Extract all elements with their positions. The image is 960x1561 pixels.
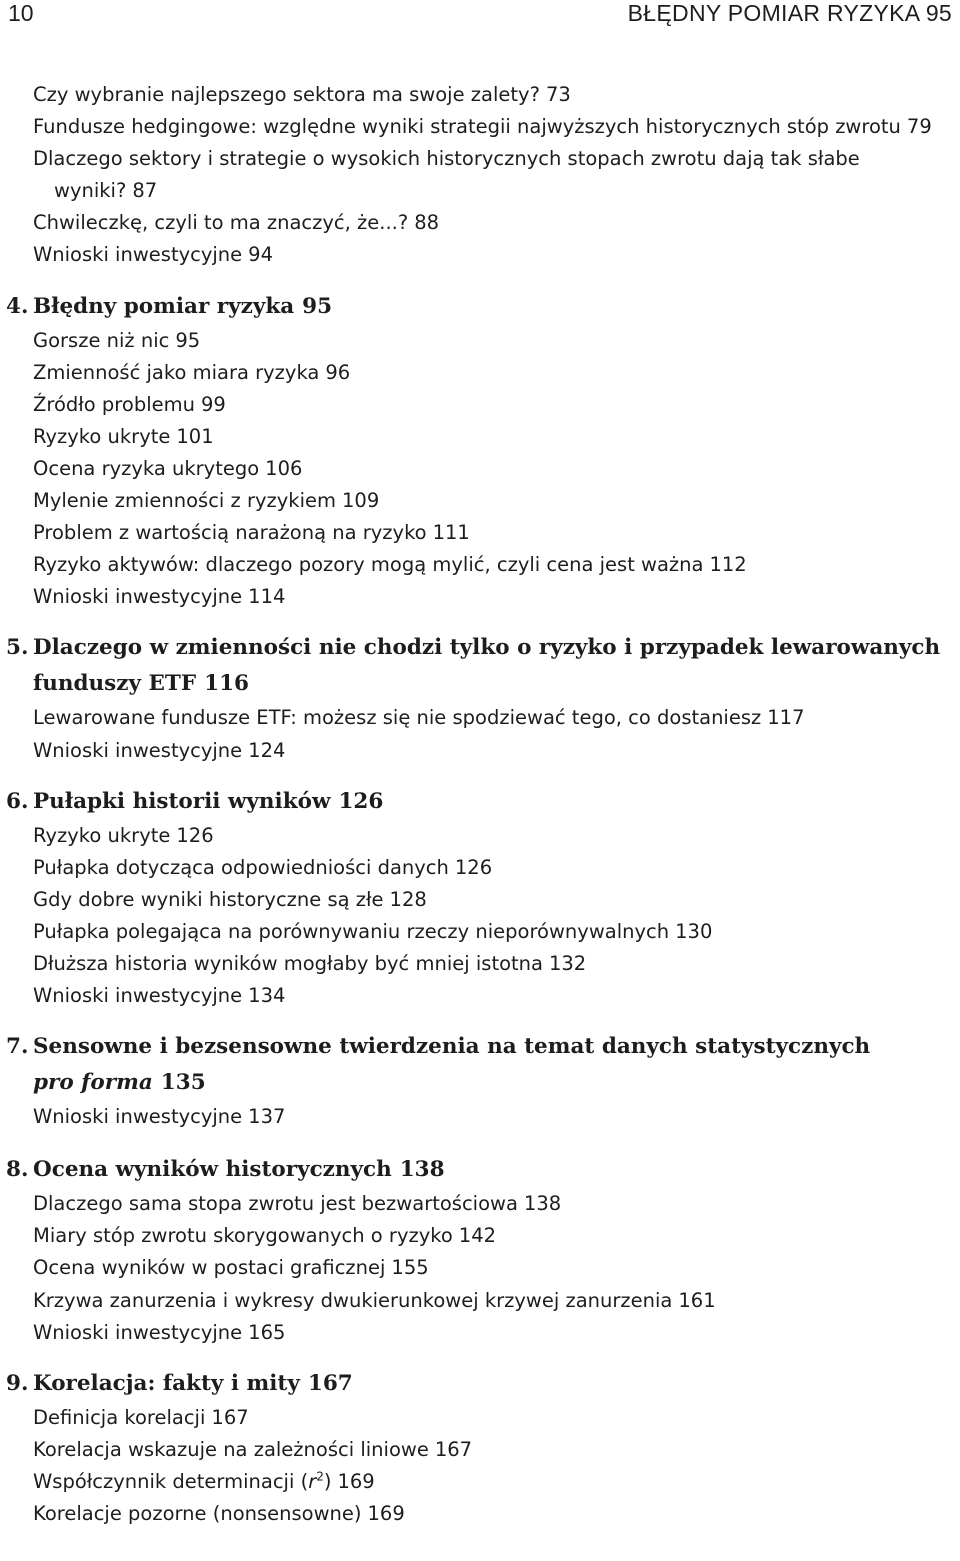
chapter-heading[interactable] — [6, 289, 953, 325]
chapter-heading-continuation[interactable] — [33, 666, 953, 702]
chapter-page: 138 — [399, 1157, 445, 1183]
chapter-heading-continuation[interactable] — [33, 1065, 953, 1101]
toc-entry[interactable] — [33, 1402, 953, 1434]
chapter-title-cont: pro forma — [33, 1070, 153, 1096]
entry-page: 111 — [432, 521, 470, 545]
entry-page: 134 — [248, 984, 286, 1008]
toc-entry[interactable] — [33, 389, 953, 421]
entry-page: 114 — [248, 585, 286, 609]
toc-entry[interactable] — [33, 79, 953, 111]
running-head: BŁĘDNY POMIAR RYZYKA 95 — [627, 0, 952, 26]
entry-page: 101 — [176, 424, 214, 448]
chapter-number: 7. — [6, 1034, 29, 1060]
entry-title: Współczynnik determinacji ( — [33, 1469, 309, 1493]
toc-entry[interactable] — [33, 1220, 953, 1252]
entry-page: 94 — [248, 243, 273, 267]
entry-page: 155 — [391, 1256, 429, 1280]
entry-title: Pułapka dotycząca odpowiedniości danych — [33, 855, 449, 879]
entry-title: Czy wybranie najlepszego sektora ma swoje zalety? — [33, 83, 540, 106]
toc-entry[interactable] — [33, 1317, 953, 1349]
toc-entry[interactable] — [33, 820, 953, 852]
entry-title: Wnioski inwestycyjne — [33, 243, 243, 267]
chapter-page: 95 — [302, 293, 333, 319]
entry-page: 87 — [132, 179, 158, 203]
entry-title: Krzywa zanurzenia i wykresy dwukierunkowej krzywej zanurzenia — [33, 1288, 673, 1312]
entry-title: Dlaczego sektory i strategie o wysokich historycznych stopach zwrotu dają tak słabe — [33, 147, 860, 171]
entry-title: Gdy dobre wyniki historyczne są złe — [33, 887, 384, 911]
table-of-contents — [6, 79, 953, 1530]
entry-page: 124 — [248, 738, 286, 762]
entry-page: 142 — [458, 1224, 497, 1248]
entry-title: Korelacja wskazuje na zależności liniowe — [33, 1437, 429, 1461]
entry-title: Zmienność jako miara ryzyka — [33, 360, 320, 384]
entry-page: 109 — [342, 489, 380, 513]
entry-page: 106 — [265, 456, 303, 480]
entry-title: Lewarowane fundusze ETF: możesz się nie spodziewać tego, co dostaniesz — [33, 706, 762, 730]
entry-title: Ryzyko ukryte — [33, 823, 171, 847]
chapter-title: Pułapki historii wyników — [33, 788, 331, 814]
toc-entry[interactable] — [33, 357, 953, 389]
entry-title: Ryzyko aktywów: dlaczego pozory mogą mylić, czyli cena jest ważna — [33, 553, 704, 577]
chapter-heading[interactable] — [6, 1029, 953, 1065]
toc-entry[interactable] — [33, 453, 953, 485]
chapter-page: 167 — [307, 1370, 353, 1396]
entry-title: Dłuższa historia wyników mogłaby być mniej istotna — [33, 951, 543, 975]
toc-entry[interactable] — [33, 1285, 953, 1317]
entry-title: Wnioski inwestycyjne — [33, 738, 243, 762]
entry-title: Definicja korelacji — [33, 1405, 206, 1429]
chapter-heading[interactable] — [6, 1152, 953, 1188]
entry-title: Wnioski inwestycyjne — [33, 1105, 243, 1129]
entry-page: 167 — [211, 1405, 249, 1429]
toc-entry[interactable] — [33, 1466, 953, 1498]
toc-entry[interactable] — [33, 1188, 953, 1220]
entry-title: Ryzyko ukryte — [33, 424, 171, 448]
entry-title: Wnioski inwestycyjne — [33, 984, 243, 1008]
entry-page: 169 — [337, 1469, 375, 1493]
chapter-title: Dlaczego w zmienności nie chodzi tylko o ryzyko i przypadek lewarowanych — [33, 635, 941, 661]
chapter-page: 126 — [338, 788, 384, 814]
page-number: 10 — [8, 0, 34, 26]
toc-entry[interactable] — [33, 980, 953, 1012]
toc-entry[interactable] — [33, 1434, 953, 1466]
entry-title-end: ) — [323, 1469, 332, 1493]
entry-title: Gorsze niż nic — [33, 328, 170, 352]
toc-entry[interactable] — [33, 485, 953, 517]
entry-title: Pułapka polegająca na porównywaniu rzeczy nieporównywalnych — [33, 919, 670, 943]
entry-page: 99 — [200, 392, 226, 416]
entry-title: Problem z wartością narażoną na ryzyko — [33, 521, 427, 545]
entry-page: 112 — [709, 553, 747, 577]
entry-page: 161 — [678, 1288, 716, 1312]
entry-title: Źródło problemu — [33, 392, 195, 416]
chapter-number: 4. — [6, 293, 29, 319]
entry-page: 88 — [414, 211, 440, 235]
toc-entry[interactable] — [33, 948, 953, 980]
chapter-title: Błędny pomiar ryzyka — [33, 293, 295, 319]
entry-page: 79 — [906, 115, 932, 139]
entry-page: 138 — [523, 1192, 562, 1216]
entry-page: 132 — [548, 951, 587, 975]
entry-page: 137 — [248, 1105, 286, 1129]
entry-title: Wnioski inwestycyjne — [33, 585, 243, 609]
chapter-heading[interactable] — [6, 1366, 953, 1402]
toc-entry[interactable] — [33, 735, 953, 767]
toc-entry[interactable] — [33, 549, 953, 581]
entry-page: 126 — [176, 823, 214, 847]
chapter-page: 135 — [160, 1070, 206, 1096]
toc-entry[interactable] — [33, 207, 953, 239]
toc-entry[interactable] — [33, 517, 953, 549]
toc-entry[interactable] — [33, 852, 953, 884]
r-symbol: r — [308, 1469, 317, 1493]
chapter-number: 9. — [6, 1370, 29, 1396]
entry-page: 167 — [434, 1437, 473, 1461]
entry-page: 117 — [767, 706, 805, 730]
toc-entry[interactable] — [33, 702, 953, 734]
chapter-number: 6. — [6, 788, 29, 814]
entry-page: 165 — [248, 1320, 286, 1344]
toc-entry-continuation[interactable] — [33, 175, 953, 207]
entry-title: Ocena ryzyka ukrytego — [33, 456, 260, 480]
entry-page: 169 — [367, 1502, 405, 1525]
entry-title: Dlaczego sama stopa zwrotu jest bezwartościowa — [33, 1192, 518, 1216]
chapter-title-cont: funduszy ETF — [33, 671, 197, 697]
toc-entry[interactable] — [33, 421, 953, 453]
chapter-title: Korelacja: fakty i mity — [33, 1370, 300, 1396]
toc-entry[interactable] — [33, 884, 953, 916]
chapter-number: 5. — [6, 635, 29, 661]
chapter-page: 116 — [204, 671, 250, 697]
entry-page: 128 — [389, 887, 427, 911]
chapter-heading[interactable] — [6, 630, 953, 666]
chapter-title: Sensowne i bezsensowne twierdzenia na temat danych statystycznych — [33, 1034, 871, 1060]
entry-page: 96 — [325, 360, 351, 384]
entry-title: Ocena wyników w postaci graficznej — [33, 1256, 386, 1280]
toc-entry[interactable] — [33, 581, 953, 613]
toc-entry[interactable] — [33, 143, 953, 175]
entry-title: Korelacje pozorne (nonsensowne) — [33, 1502, 362, 1525]
entry-title: Mylenie zmienności z ryzykiem — [33, 489, 337, 513]
chapter-title: Ocena wyników historycznych — [33, 1157, 392, 1183]
toc-entry[interactable] — [33, 916, 953, 948]
entry-title: Miary stóp zwrotu skorygowanych o ryzyko — [33, 1224, 453, 1248]
chapter-heading[interactable] — [6, 784, 953, 820]
toc-entry[interactable] — [33, 325, 953, 357]
entry-title-cont: wyniki? — [54, 179, 127, 203]
entry-page: 130 — [675, 919, 713, 943]
entry-page: 126 — [454, 855, 493, 879]
entry-title: Wnioski inwestycyjne — [33, 1320, 243, 1344]
entry-page: 95 — [175, 328, 201, 352]
toc-entry[interactable] — [33, 1252, 953, 1284]
chapter-number: 8. — [6, 1157, 29, 1183]
toc-entry[interactable] — [33, 111, 953, 143]
toc-entry[interactable] — [33, 1101, 953, 1133]
entry-title: Chwileczkę, czyli to ma znaczyć, że...? — [33, 211, 409, 235]
toc-entry[interactable] — [33, 1498, 953, 1530]
entry-page: 73 — [545, 83, 571, 106]
superscript: 2 — [316, 1469, 324, 1484]
entry-title: Fundusze hedgingowe: względne wyniki strategii najwyższych historycznych stóp zwrotu — [33, 115, 901, 139]
toc-entry[interactable] — [33, 239, 953, 271]
